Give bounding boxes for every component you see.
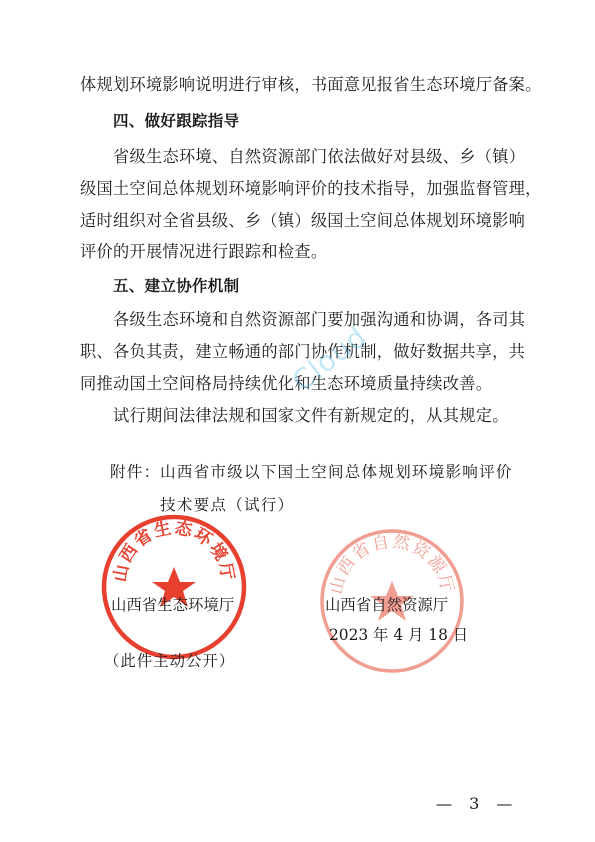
cloud-watermark: Cloud [286,319,374,399]
section-heading-4: 四、做好跟踪指导 [113,112,240,130]
body-line-8: 各级生态环境和自然资源部门要加强沟通和协调，各司其 [113,310,526,329]
body-line-1: 体规划环境影响说明进行审核，书面意见报省生态环境厅备案。 [80,75,542,94]
left-official-seal [100,513,248,661]
disclosure-note: （此件主动公开） [104,652,236,670]
page-number: — 3 — [436,794,519,813]
section-heading-5: 五、建立协作机制 [113,277,240,295]
body-line-6: 评价的开展情况进行跟踪和检查。 [80,242,328,261]
svg-text:山西省生态环境厅: 山西省生态环境厅 [110,518,238,584]
body-line-10: 同推动国土空间格局持续优化和生态环境质量持续改善。 [80,374,493,393]
attachment-label: 附件： [110,463,161,481]
left-signature-org: 山西省生态环境厅 [111,596,235,614]
signature-date: 2023 年 4 月 18 日 [329,626,469,644]
body-line-9: 职、各负其责，建立畅通的部门协作机制，做好数据共享，共 [80,342,526,361]
body-line-3: 省级生态环境、自然资源部门依法做好对县级、乡（镇） [113,147,526,166]
body-line-5: 适时组织对全省县级、乡（镇）级国土空间总体规划环境影响 [80,211,526,230]
attachment-title-line2: 技术要点（试行） [160,496,295,514]
right-signature-org: 山西省自然资源厅 [325,596,449,614]
body-line-11: 试行期间法律法规和国家文件有新规定的，从其规定。 [113,406,509,425]
body-line-4: 级国土空间总体规划环境影响评价的技术指导，加强监督管理， [80,179,542,198]
svg-text:山西省自然资源厅: 山西省自然资源厅 [326,531,458,597]
attachment-title-line1: 山西省市级以下国土空间总体规划环境影响评价 [160,463,513,481]
